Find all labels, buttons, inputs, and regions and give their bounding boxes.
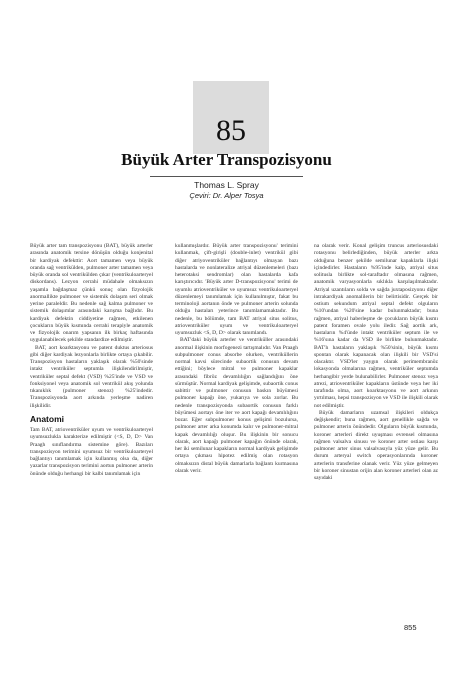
paragraph: Tam BAT, atrioventriküler uyum ve ventrikuloarteryel uyumsuzlukla karakterize edilmiştir (<S, D, D> Van Praagh sınıflandırma sistemine göre). Bazıları transpozisyon terimini uyumsuz bir ventrikuloarteryel bağlantıyı tanımlamak için kullanmış olsa da, diğer yazarlar transpozisyon terimini aortun pulmoner arterin önünde olduğu herhangi bir kalbi tanımlamak için	[30, 427, 153, 477]
text-column-3	[314, 243, 438, 482]
text-column-1	[30, 243, 153, 478]
chapter-number: 85	[216, 114, 246, 147]
paragraph: na olarak verir. Konal gelişim truncus arteriosusdaki rotasyonu belirlediğinden, büyük arterler arkta olduğuna benzer şekilde semilunar kapaklarla ilişki içindedirler. Hastaların %95'inde kalp, atriyal situs solitusla birlikte sol-taraftadır olmasına rağmen, anatomik varyasyonlarla sıklıkla karşılaşılmaktadır. Atriyal uzantıların solda ve sağda juxtaposizyonu diğer intrakardiyak anomalilerin bir belirtisidir. Gerçek bir ostium sekundum atriyal septal defekt olguların %10'undan %20'sine kadar bulunmaktadır; buna rağmen, atriyal haberleşme de çocukların büyük kısmı patent foramen ovale yolu iledir. Sağ aortik ark, hastaların %4'ünde intakt ventriküler septum ile ve %16'sına kadar da VSD ile birlikte bulunmaktadır. BAT'lı hastaların yaklaşık %50'sinin, büyük kısmı spontan olarak kapanacak olan ilişkili bir VSD'si olacaktır. VSD'ler yaygın olarak perimembranöz lokasyonda olmalarına rağmen, ventriküler septumda herhangibir yerde bulunabilirler. Pulmoner stenoz veya atrezi, atrioventriküler kapakların üstünde veya her iki tarafında olma, aort koarktasyonu ve aort arkının yırtılması, hepsi transpozisyon ve VSD ile ilişkili olarak not edilmiştir.	[314, 243, 438, 409]
section-heading-anatomi: Anatomi	[30, 413, 64, 424]
page-number: 855	[404, 623, 417, 632]
text-column-2	[175, 243, 298, 475]
chapter-title: Büyük Arter Transpozisyonu	[121, 150, 332, 169]
paragraph: Büyük damarların uzamsal ilişkileri oldukça değişkendir; buna rağmen, aort genellikle sağda ve pulmoner arterin önündedir. Olguların büyük kısmında, koroner arterleri direkt uyuşması evrensel olmasına rağmen valsalva sinusu ve koroner arter ostiası karşı pulmoner arter sinus valsalvasıyla yüz yüze gelir. Bu durum arteryal switch operasyonlarında koroner arterlerin transferine olanak verir. Yüz yüze gelmeyen bir koroner sinustan orijin alan koroner arterleri olan az sayıdaki	[314, 409, 438, 481]
paragraph: Büyük arter tam transpozisyonu (BAT), büyük arterler arasında anatomik tersine dönüşün olduğu konjenital bir kardiyak defekttir: Aort tamamen veya büyük oranda sağ ventrikülden, pulmoner arter tamamen veya büyük oranda sol ventrikülden çıkar (ventrikuloarteryel diskordans). Lezyon cerrahi müdahale olmaksızın yaşamla bağdaşmaz çünkü sonuç olan fizyolojik anormallikte pulmoner ve sistemik dolaşım seri olmak yerine paraleldir. Bu nedenle sağ kalma pulmoner ve sistemik dolaşımlar arasındaki karışma bağlıdır. Bu kardiyak defektin ciddiyetine rağmen, etkilenen çocukların büyük kısmında cerrahi terapiyle anatomik ve fizyolojik onarım yapsanın ilk birkaç haftasında uygulanabilecek şekilde standardize edilmiştir.	[30, 243, 153, 344]
title-divider	[150, 176, 303, 177]
paragraph: kullanmışlardır. Büyük arter transpozisyonu' terimini kullanmak, çift-girişli (double-inlet) ventrikül gibi diğer atriyoventriküler bağlantıyı olmayan bazı hastalarda ve nonlateralize atriyal düzenlemeleri (bazı heterotaksi sendromlar) olan hastalarda kafa karıştırıcıdır. 'Büyük arter D-transpozisyonu' terimi de uyumlu atrioventriküler ve uyumsuz ventrikuloarteryel düzenlemeyi tanımlamak için kullanılmıştır, fakat bu terminoloji aortanın önde ve pulmoner arterin solunda olduğu hastaları yeterince tanımlamamaktadır. Bu nedenle, bu bölümde, tam BAT atriyal situs solitus, atrioventriküler uyum ve ventrikuloarteryel uyumsuzluk <S, D, D> olarak tanımlandı.	[175, 243, 298, 336]
paragraph: BAT'daki büyük arterler ve ventriküller arasındaki anormal ilişkinin morfogenezi tartışmalıdır. Van Praagh subpulmoner conus absorbe olurken, ventriküllerin normal kavsi sürecinde subaortik conusun devam ettiğini; böylece mitral ve pulmoner kapaklar arasındaki fibröz devamlılığın sağlandığını öne sürmüştür. Normal kardiyak gelişimde, subaortik conus sabittir ve pulmoner conusun baskın büyümesi pulmoner kapağı öne, yukarıya ve sola zorlar. Bu nedenle transpozisyonda subaortik conusun farklı büyümesi aortayı öne iter ve aort kapağı devamlılığını bozar. Eğer subpulmoner konus gelişimi bozulursa, pulmoner arter arka konumda kalır ve pulmoner-mitral kapak devamlılığı oluşur. Bu ilişkinin bir sonucu olarak, aort kapağı pulmoner kapağın önünde olarak, her iki semilunar kapakların normal kardiyak gelişimde ortaya çıkması hipotez edilmiş olan rotasyon olmaksızın distal büyük damarlarla bağlantı kurmasına olarak verir.	[175, 337, 298, 474]
translator-credit: Çeviri: Dr. Alper Tosya	[189, 191, 264, 200]
author-name: Thomas L. Spray	[194, 180, 259, 190]
paragraph: BAT, aort koarktasyonu ve patent duktus arteriosus gibi diğer kardiyak lezyonlarla birlikte ortaya çıkabilir. Transpozisyon hastaların yaklaşık olarak %50'sinde intakt ventriküler septumla ilişkilendirilmiştir, ventriküler septal defekt (VSD) %25'inde ve VSD ve fonksiyonel veya anatomik sol ventrikül akış yolunda tıkanıklık (pulmoner stenoz) %25'indedir. Transpozisyonda aort arkında yerleşme nadiren ilişkilidir.	[30, 344, 153, 409]
